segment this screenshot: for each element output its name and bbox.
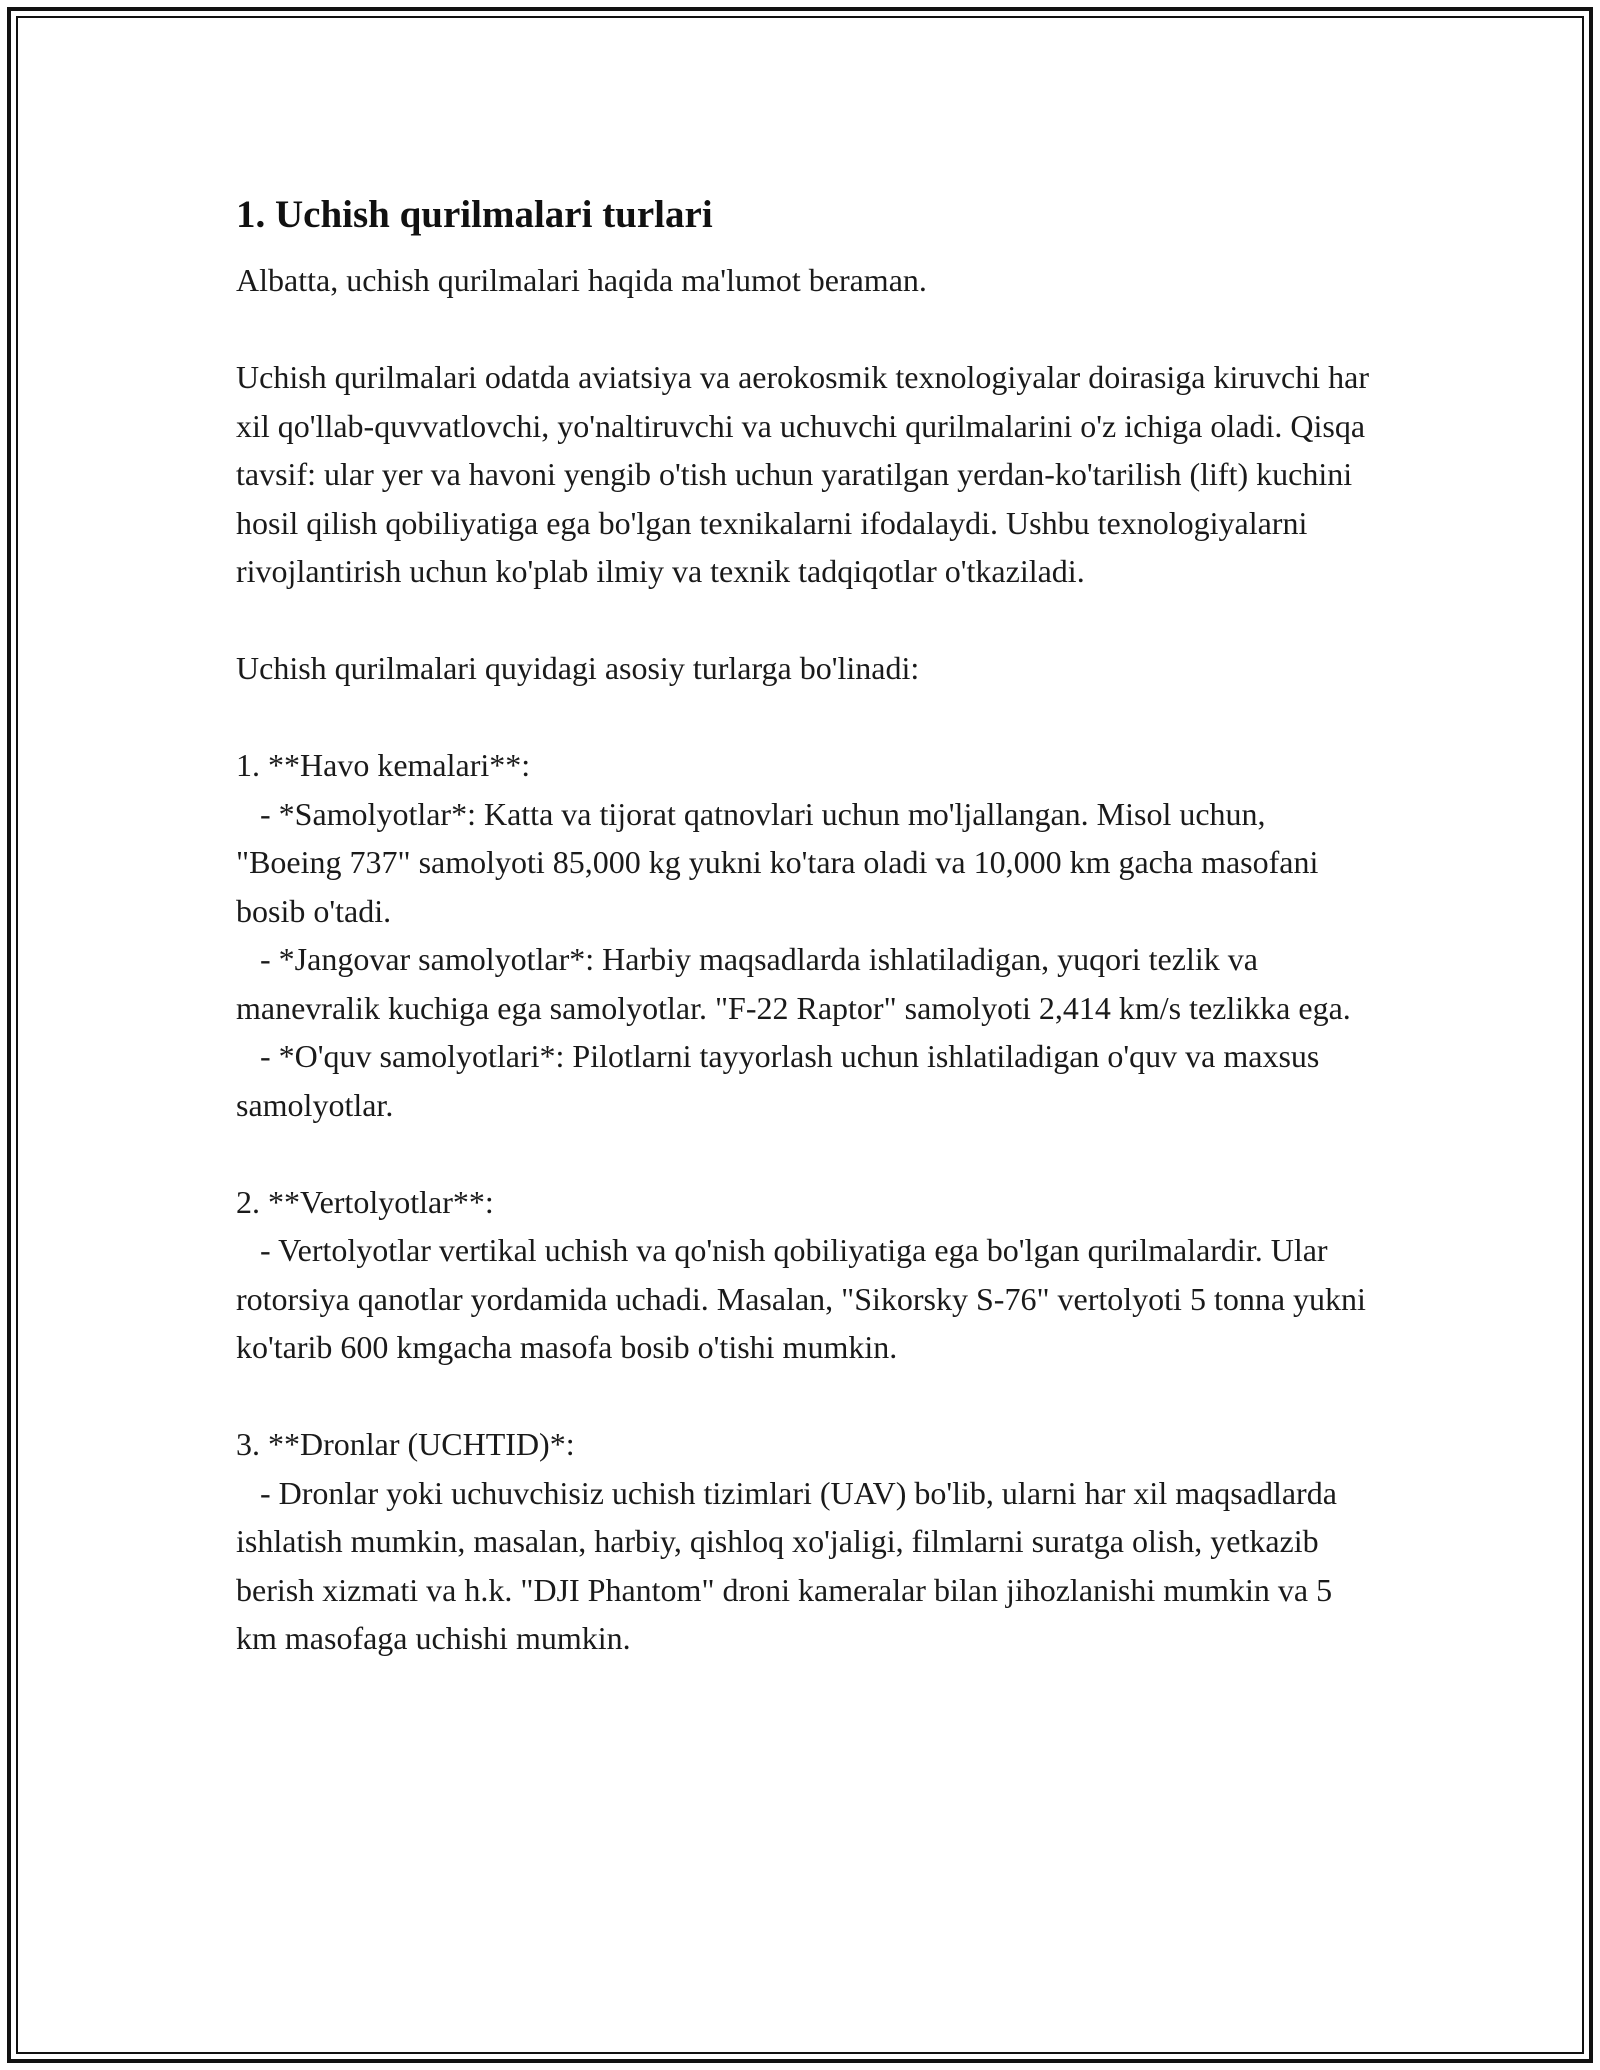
list-item-fighter-jets: - *Jangovar samolyotlar*: Harbiy maqsadlarda ishlatiladigan, yuqori tezlik va manevralik kuchiga ega samolyotlar. "F-22 Raptor" samolyoti 2,414 km/s tezlikka ega. <box>236 941 1351 1026</box>
types-intro-paragraph: Uchish qurilmalari quyidagi asosiy turlarga bo'linadi: <box>236 650 920 686</box>
section-heading-helicopters: 2. **Vertolyotlar**: <box>236 1183 494 1220</box>
page-title: 1. Uchish qurilmalari turlari <box>236 193 713 236</box>
blank-line <box>236 1372 1376 1421</box>
list-item-airliners: - *Samolyotlar*: Katta va tijorat qatnovlari uchun mo'ljallangan. Misol uchun, "Boeing 737" samolyoti 85,000 kg yukni ko'tara oladi va 10,000 km gacha masofani bosib o'tadi. <box>236 795 1327 929</box>
section-heading-aircraft: 1. **Havo kemalari**: <box>236 747 531 783</box>
section-heading-drones: 3. **Dronlar (UCHTID)*: <box>236 1426 575 1462</box>
blank-line <box>236 305 1376 354</box>
intro-paragraph: Albatta, uchish qurilmalari haqida ma'lumot beraman. <box>236 262 927 298</box>
blank-line <box>236 693 1376 742</box>
description-paragraph: Uchish qurilmalari odatda aviatsiya va aerokosmik texnologiyalar doirasiga kiruvchi har xil qo'llab-quvvatlovchi, yo'naltiruvchi va uchuvchi qurilmalarini o'z ichiga oladi. Qisqa tavsif: ular yer va havoni yengib o'tish uchun yaratilgan yerdan-ko'tarilish (lift) kuchini hosil qilish qobiliyatiga ega bo'lgan texnikalarni ifodalaydi. Ushbu texnologiyalarni rivojlantirish uchun ko'plab ilmiy va texnik tadqiqotlar o'tkaziladi. <box>236 359 1377 589</box>
blank-line <box>236 596 1376 645</box>
blank-line <box>236 1129 1376 1178</box>
document-body <box>236 188 1376 1663</box>
list-item-trainer-aircraft: - *O'quv samolyotlari*: Pilotlarni tayyorlash uchun ishlatiladigan o'quv va maxsus samolyotlar. <box>236 1038 1328 1123</box>
list-item-helicopters: - Vertolyotlar vertikal uchish va qo'nish qobiliyatiga ega bo'lgan qurilmalardir. Ular rotorsiya qanotlar yordamida uchadi. Masalan, "Sikorsky S-76" vertolyoti 5 tonna yukni ko'tarib 600 kmgacha masofa bosib o'tishi mumkin. <box>236 1232 1374 1365</box>
list-item-drones: - Dronlar yoki uchuvchisiz uchish tizimlari (UAV) bo'lib, ularni har xil maqsadlarda ishlatish mumkin, masalan, harbiy, qishloq xo'jaligi, filmlarni suratga olish, yetkazib berish xizmati va h.k. "DJI Phantom" droni kameralar bilan jihozlanishi mumkin va 5 km masofaga uchishi mumkin. <box>236 1474 1345 1656</box>
